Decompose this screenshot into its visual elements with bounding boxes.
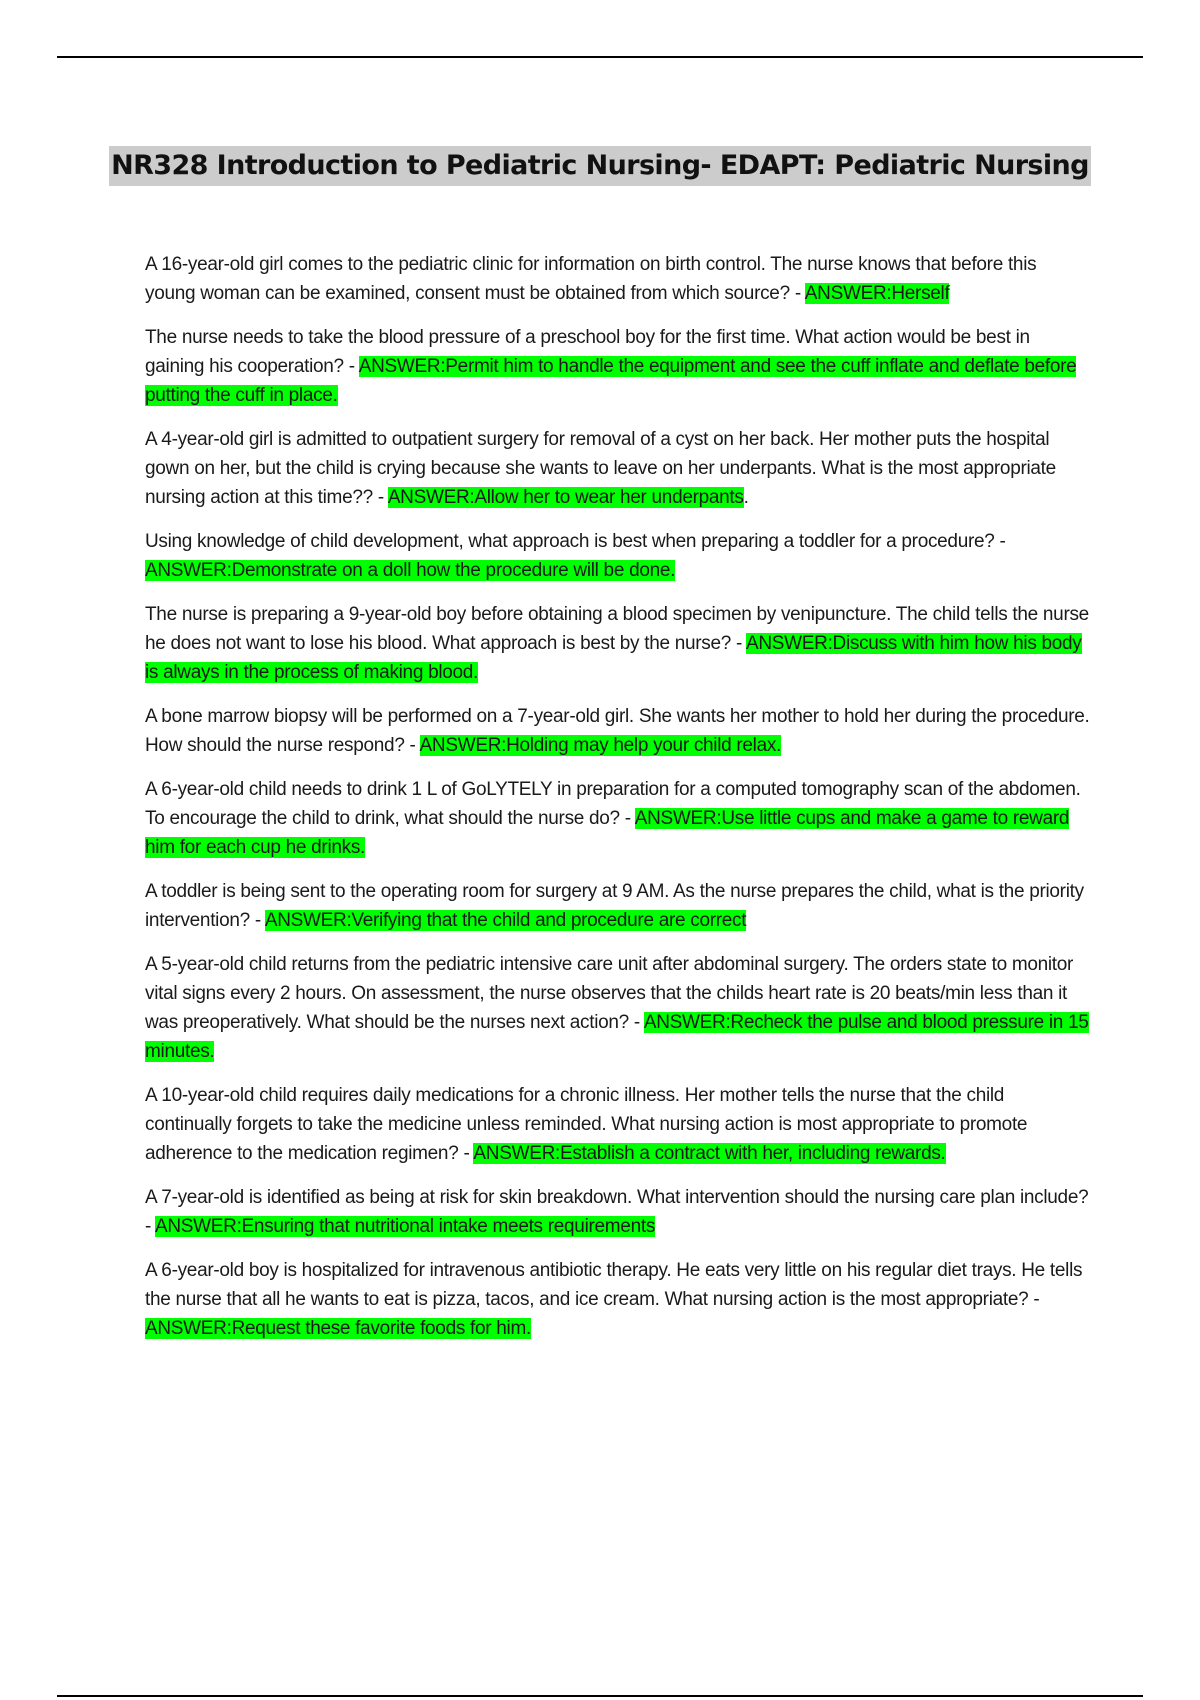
qa-item bbox=[145, 323, 1090, 410]
qa-item bbox=[145, 1081, 1090, 1168]
answer-highlight: ANSWER:Demonstrate on a doll how the procedure will be done. bbox=[145, 560, 676, 581]
answer-highlight: ANSWER:Permit him to handle the equipment and see the cuff inflate and deflate before putting the cuff in place. bbox=[145, 356, 1077, 406]
answer-highlight: ANSWER:Use little cups and make a game to reward him for each cup he drinks. bbox=[145, 808, 1070, 858]
question-text: A 4-year-old girl is admitted to outpatient surgery for removal of a cyst on her back. Her mother puts the hospital gown on her, but the child is crying because she wants to leave on her underpants. What is the most appropriate nursing action at this time?? - bbox=[145, 429, 1056, 508]
answer-highlight: ANSWER:Allow her to wear her underpants bbox=[387, 487, 744, 508]
question-answer-list bbox=[145, 250, 1090, 1358]
qa-item bbox=[145, 425, 1090, 512]
question-text: The nurse is preparing a 9-year-old boy before obtaining a blood specimen by venipuncture. The child tells the nurse he does not want to lose his blood. What approach is best by the nurse? - bbox=[145, 604, 1089, 654]
answer-highlight: ANSWER:Holding may help your child relax. bbox=[419, 735, 782, 756]
answer-highlight: ANSWER:Establish a contract with her, including rewards. bbox=[473, 1143, 946, 1164]
qa-item bbox=[145, 600, 1090, 687]
question-text: A 7-year-old is identified as being at risk for skin breakdown. What intervention should the nursing care plan include? - bbox=[145, 1187, 1089, 1237]
qa-item bbox=[145, 1183, 1090, 1241]
qa-item bbox=[145, 527, 1090, 585]
question-text: A 16-year-old girl comes to the pediatric clinic for information on birth control. The nurse knows that before this young woman can be examined, consent must be obtained from which source? - bbox=[145, 254, 1037, 304]
qa-item bbox=[145, 1256, 1090, 1343]
question-text: A toddler is being sent to the operating room for surgery at 9 AM. As the nurse prepares the child, what is the priority intervention? - bbox=[145, 881, 1084, 931]
qa-item bbox=[145, 702, 1090, 760]
answer-suffix: . bbox=[743, 487, 749, 508]
question-text: A 6-year-old child needs to drink 1 L of GoLYTELY in preparation for a computed tomography scan of the abdomen. To encourage the child to drink, what should the nurse do? - bbox=[145, 779, 1081, 829]
question-text: Using knowledge of child development, what approach is best when preparing a toddler for a procedure? - bbox=[145, 531, 1006, 552]
question-text: A 5-year-old child returns from the pediatric intensive care unit after abdominal surgery. The orders state to monitor vital signs every 2 hours. On assessment, the nurse observes that the childs heart rate is 20 beats/min less than it was preoperatively. What should be the nurses next action? - bbox=[145, 954, 1074, 1033]
footer-rule bbox=[57, 1695, 1143, 1697]
question-text: The nurse needs to take the blood pressure of a preschool boy for the first time. What action would be best in gaining his cooperation? - bbox=[145, 327, 1030, 377]
qa-item bbox=[145, 775, 1090, 862]
qa-item bbox=[145, 877, 1090, 935]
qa-item bbox=[145, 950, 1090, 1066]
answer-highlight: ANSWER:Recheck the pulse and blood pressure in 15 minutes. bbox=[145, 1012, 1089, 1062]
qa-item bbox=[145, 250, 1090, 308]
title-block bbox=[0, 146, 1200, 186]
answer-highlight: ANSWER:Request these favorite foods for him. bbox=[145, 1318, 531, 1339]
answer-highlight: ANSWER:Discuss with him how his body is always in the process of making blood. bbox=[145, 633, 1082, 683]
question-text: A 6-year-old boy is hospitalized for intravenous antibiotic therapy. He eats very little on his regular diet trays. He tells the nurse that all he wants to eat is pizza, tacos, and ice cream. What nursing action is the most appropriate? - bbox=[145, 1260, 1083, 1310]
answer-highlight: ANSWER:Herself bbox=[804, 283, 950, 304]
question-text: A bone marrow biopsy will be performed on a 7-year-old girl. She wants her mother to hold her during the procedure. How should the nurse respond? - bbox=[145, 706, 1090, 756]
header-rule bbox=[57, 56, 1143, 58]
answer-highlight: ANSWER:Verifying that the child and procedure are correct bbox=[264, 910, 747, 931]
answer-highlight: ANSWER:Ensuring that nutritional intake meets requirements bbox=[154, 1216, 656, 1237]
question-text: A 10-year-old child requires daily medications for a chronic illness. Her mother tells the nurse that the child continually forgets to take the medicine unless reminded. What nursing action is most appropriate to promote adherence to the medication regimen? - bbox=[145, 1085, 1028, 1164]
document-title: NR328 Introduction to Pediatric Nursing- EDAPT: Pediatric Nursing bbox=[109, 146, 1091, 186]
